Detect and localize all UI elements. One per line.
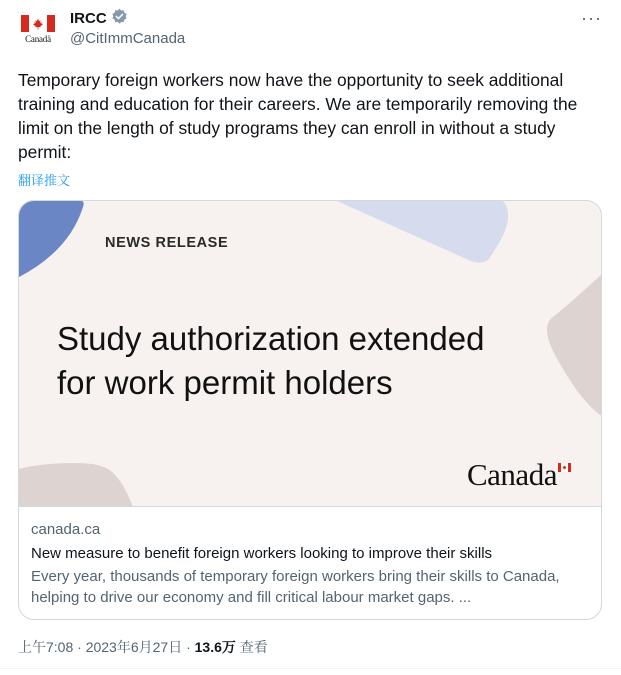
card-domain[interactable]: canada.ca bbox=[31, 521, 101, 538]
card-description: Every year, thousands of temporary foreign workers bring their skills to Canada, helping to drive our economy and fill critical labour market gaps. ... bbox=[31, 568, 560, 606]
more-icon[interactable]: ··· bbox=[581, 8, 602, 28]
views-label: 查看 bbox=[235, 639, 268, 655]
card-meta bbox=[31, 519, 591, 608]
tweet-header bbox=[18, 8, 608, 54]
avatar[interactable] bbox=[18, 10, 58, 50]
time-date[interactable]: 上午7:08 · 2023年6月27日 · bbox=[18, 639, 195, 655]
headline-line-1: Study authorization extended bbox=[57, 320, 485, 357]
display-name-text: IRCC bbox=[70, 9, 107, 27]
card-image[interactable] bbox=[19, 201, 602, 507]
card-title[interactable]: New measure to benefit foreign workers looking to improve their skills bbox=[31, 545, 493, 562]
canada-wordmark: Canada bbox=[467, 457, 557, 492]
news-release-label: NEWS RELEASE bbox=[105, 235, 229, 251]
tweet-text: Temporary foreign workers now have the opportunity to seek additional training and education for their careers. We are temporarily removing the limit on the length of study programs they can enroll in without a study permit: bbox=[18, 70, 578, 162]
card-headline bbox=[57, 317, 577, 405]
tweet-timestamp bbox=[18, 637, 268, 657]
divider bbox=[0, 668, 621, 669]
canada-flag-icon bbox=[21, 15, 55, 32]
handle[interactable]: @CitImmCanada bbox=[70, 30, 186, 47]
avatar-wordmark: Canadä bbox=[25, 34, 51, 44]
views-count: 13.6万 bbox=[194, 639, 236, 655]
wordmark-flag-icon bbox=[558, 463, 571, 472]
display-name[interactable] bbox=[70, 8, 185, 28]
link-card[interactable] bbox=[18, 200, 602, 620]
headline-line-2: for work permit holders bbox=[57, 364, 393, 401]
translate-link[interactable]: 翻译推文 bbox=[18, 173, 71, 188]
verified-badge-icon bbox=[111, 8, 128, 29]
